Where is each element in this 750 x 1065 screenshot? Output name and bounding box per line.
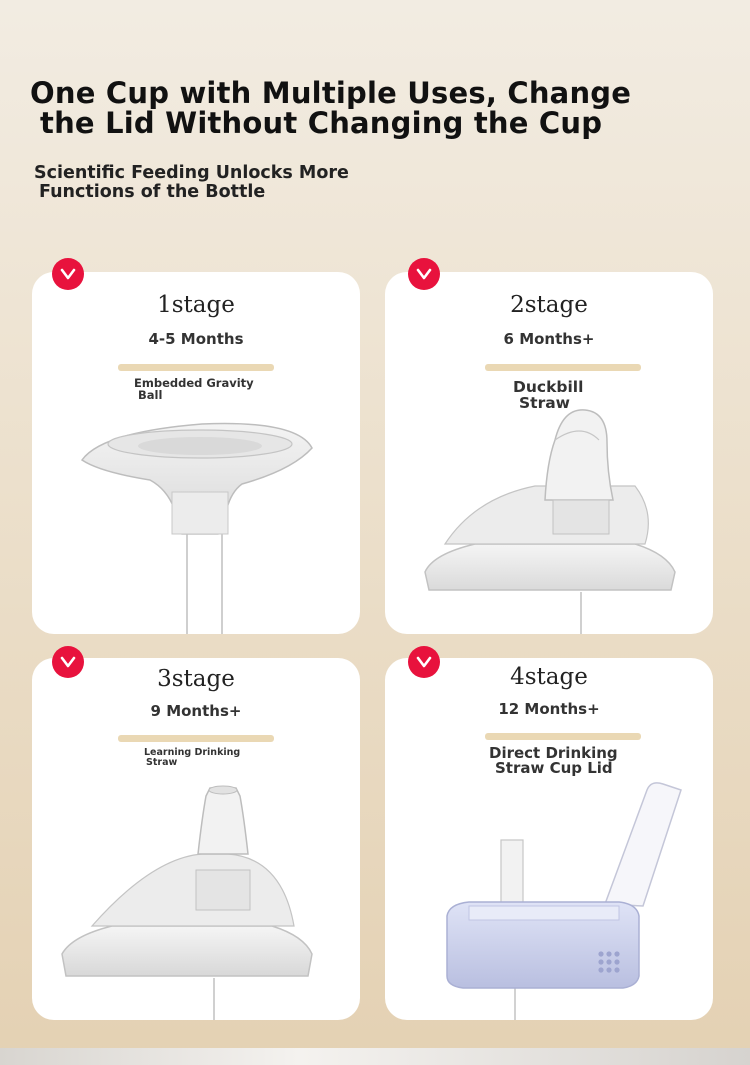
subheadline-line-1: Scientific Feeding Unlocks More [34,163,349,183]
feature-label [134,378,254,401]
feature-label-line-1: Direct Drinking [489,744,618,762]
divider-bar [118,364,274,371]
feature-label-line-1: Embedded Gravity [134,376,254,390]
headline-line-1: One Cup with Multiple Uses, Change [30,76,632,110]
stage-card-1 [32,272,360,634]
feature-label [513,380,583,411]
headline-line-2: the Lid Without Changing the Cup [40,106,603,140]
gravity-ball-lid-illustration [32,272,360,634]
feature-label [144,748,240,767]
feature-label-line-1: Learning Drinking [144,747,241,758]
feature-label-line-1: Duckbill [513,378,584,396]
divider-bar [118,735,274,742]
check-icon [52,646,84,678]
feature-label-line-2: Straw [146,756,178,768]
stage-card-2 [385,272,713,634]
stage-card-4 [385,658,713,1020]
feature-label-line-2: Straw Cup Lid [495,759,613,777]
divider-bar [485,733,641,740]
stage-title: 3stage [157,666,235,692]
duckbill-straw-lid-illustration [385,272,713,634]
feature-label-line-2: Ball [138,387,163,402]
subheadline [34,164,349,202]
subheadline-line-2: Functions of the Bottle [39,182,266,202]
check-icon [408,258,440,290]
stage-card-3 [32,658,360,1020]
check-icon [52,258,84,290]
bottom-strip [0,1048,750,1065]
feature-label-line-2: Straw [519,393,570,412]
stage-age: 12 Months+ [498,700,600,718]
stage-age: 6 Months+ [503,330,595,348]
headline [30,78,631,138]
stage-title: 1stage [157,292,235,318]
divider-bar [485,364,641,371]
feature-label [489,746,618,776]
stage-title: 4stage [510,664,588,690]
check-icon [408,646,440,678]
stage-title: 2stage [510,292,588,318]
stage-age: 4-5 Months [148,330,244,348]
stage-age: 9 Months+ [150,702,242,720]
